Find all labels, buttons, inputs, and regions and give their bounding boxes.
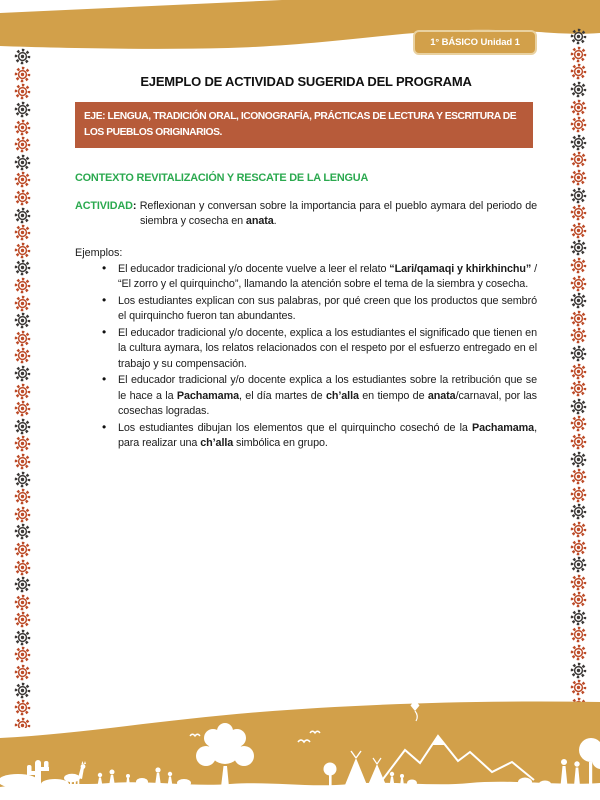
ornament-border-left [13,48,31,728]
rosette-icon [14,664,31,681]
rosette-icon [14,48,31,65]
rosette-icon [570,539,587,556]
rosette-icon [570,451,587,468]
page-title: EJEMPLO DE ACTIVIDAD SUGERIDA DEL PROGRAMA [140,74,472,89]
actividad-paragraph [75,199,537,230]
rosette-icon [570,662,587,679]
rosette-icon [14,207,31,224]
rosette-icon [570,187,587,204]
rosette-icon [570,433,587,450]
rosette-icon [14,453,31,470]
rosette-icon [570,468,587,485]
rosette-icon [570,46,587,63]
rosette-icon [14,576,31,593]
rosette-icon [570,292,587,309]
list-item: • El educador tradicional y/o docente explica a los estudiantes sobre la retribución que se le hace a la Pachamama, el día martes de ch’alla en tiempo de anata/carnaval, por las cosechas logradas. [100,373,537,420]
rosette-icon [14,259,31,276]
rosette-icon [14,312,31,329]
list-item: • Los estudiantes explican con sus palabras, por qué creen que los productos que sembró el quirquincho fueron tan abundantes. [100,294,537,325]
rosette-icon [570,134,587,151]
rosette-icon [570,63,587,80]
rosette-icon [570,310,587,327]
rosette-icon [570,609,587,626]
rosette-icon [14,383,31,400]
rosette-icon [14,594,31,611]
unit-badge: 1° BÁSICO Unidad 1 [413,30,537,55]
rosette-icon [570,28,587,45]
rosette-icon [570,257,587,274]
rosette-icon [14,559,31,576]
content-column [75,0,537,453]
rosette-icon [570,169,587,186]
rosette-icon [570,81,587,98]
list-item: • El educador tradicional y/o docente vuelve a leer el relato “Lari/qamaqi y khirkhinchu” / “El zorro y el quirquincho”, llamando la atención sobre el tema de la siembra y cosecha. [100,262,537,293]
rosette-icon [570,275,587,292]
rosette-icon [570,327,587,344]
rosette-icon [570,644,587,661]
rosette-icon [14,488,31,505]
rosette-icon [14,119,31,136]
actividad-text: Reflexionan y conversan sobre la importancia para el pueblo aymara del periodo de siembra y cosecha en anata. [136,199,537,228]
rosette-icon [14,242,31,259]
rosette-icon [570,574,587,591]
footer-landscape-illustration [0,690,600,800]
rosette-icon [14,471,31,488]
ornament-border-right [569,28,587,710]
list-item: • Los estudiantes dibujan los elementos que el quirquincho cosechó de la Pachamama, para realizar una ch’alla simbólica en grupo. [100,421,537,452]
rosette-icon [14,400,31,417]
rosette-icon [570,363,587,380]
rosette-icon [570,521,587,538]
rosette-icon [570,415,587,432]
rosette-icon [14,295,31,312]
rosette-icon [14,277,31,294]
rosette-icon [14,365,31,382]
eje-banner: EJE: LENGUA, TRADICIÓN ORAL, ICONOGRAFÍA, PRÁCTICAS DE LECTURA Y ESCRITURA DE LOS PUEBLOS ORIGINARIOS. [75,102,533,148]
rosette-icon [14,541,31,558]
contexto-heading: CONTEXTO REVITALIZACIÓN Y RESCATE DE LA LENGUA [75,171,369,184]
rosette-icon [570,591,587,608]
list-item: • El educador tradicional y/o docente, explica a los estudiantes el significado que tienen en la cultura aymara, los relatos relacionados con el respeto por el esfuerzo entregado en el trabajo y su compensación. [100,326,537,373]
ejemplos-label: Ejemplos: [75,246,123,259]
rosette-icon [570,626,587,643]
rosette-icon [14,189,31,206]
rosette-icon [14,523,31,540]
rosette-icon [14,83,31,100]
actividad-colon: : [132,199,137,212]
rosette-icon [570,503,587,520]
rosette-icon [14,171,31,188]
actividad-label: ACTIVIDAD [75,199,133,212]
rosette-icon [570,486,587,503]
rosette-icon [14,347,31,364]
rosette-icon [14,66,31,83]
rosette-icon [14,435,31,452]
rosette-icon [14,418,31,435]
rosette-icon [14,646,31,663]
rosette-icon [570,556,587,573]
rosette-icon [570,239,587,256]
rosette-icon [570,116,587,133]
rosette-icon [14,136,31,153]
rosette-icon [14,611,31,628]
rosette-icon [570,151,587,168]
rosette-icon [570,99,587,116]
rosette-icon [14,224,31,241]
rosette-icon [570,204,587,221]
examples-list [100,262,537,452]
rosette-icon [570,222,587,239]
rosette-icon [14,629,31,646]
rosette-icon [14,330,31,347]
rosette-icon [570,345,587,362]
rosette-icon [14,101,31,118]
rosette-icon [570,380,587,397]
rosette-icon [14,154,31,171]
rosette-icon [14,506,31,523]
rosette-icon [570,398,587,415]
